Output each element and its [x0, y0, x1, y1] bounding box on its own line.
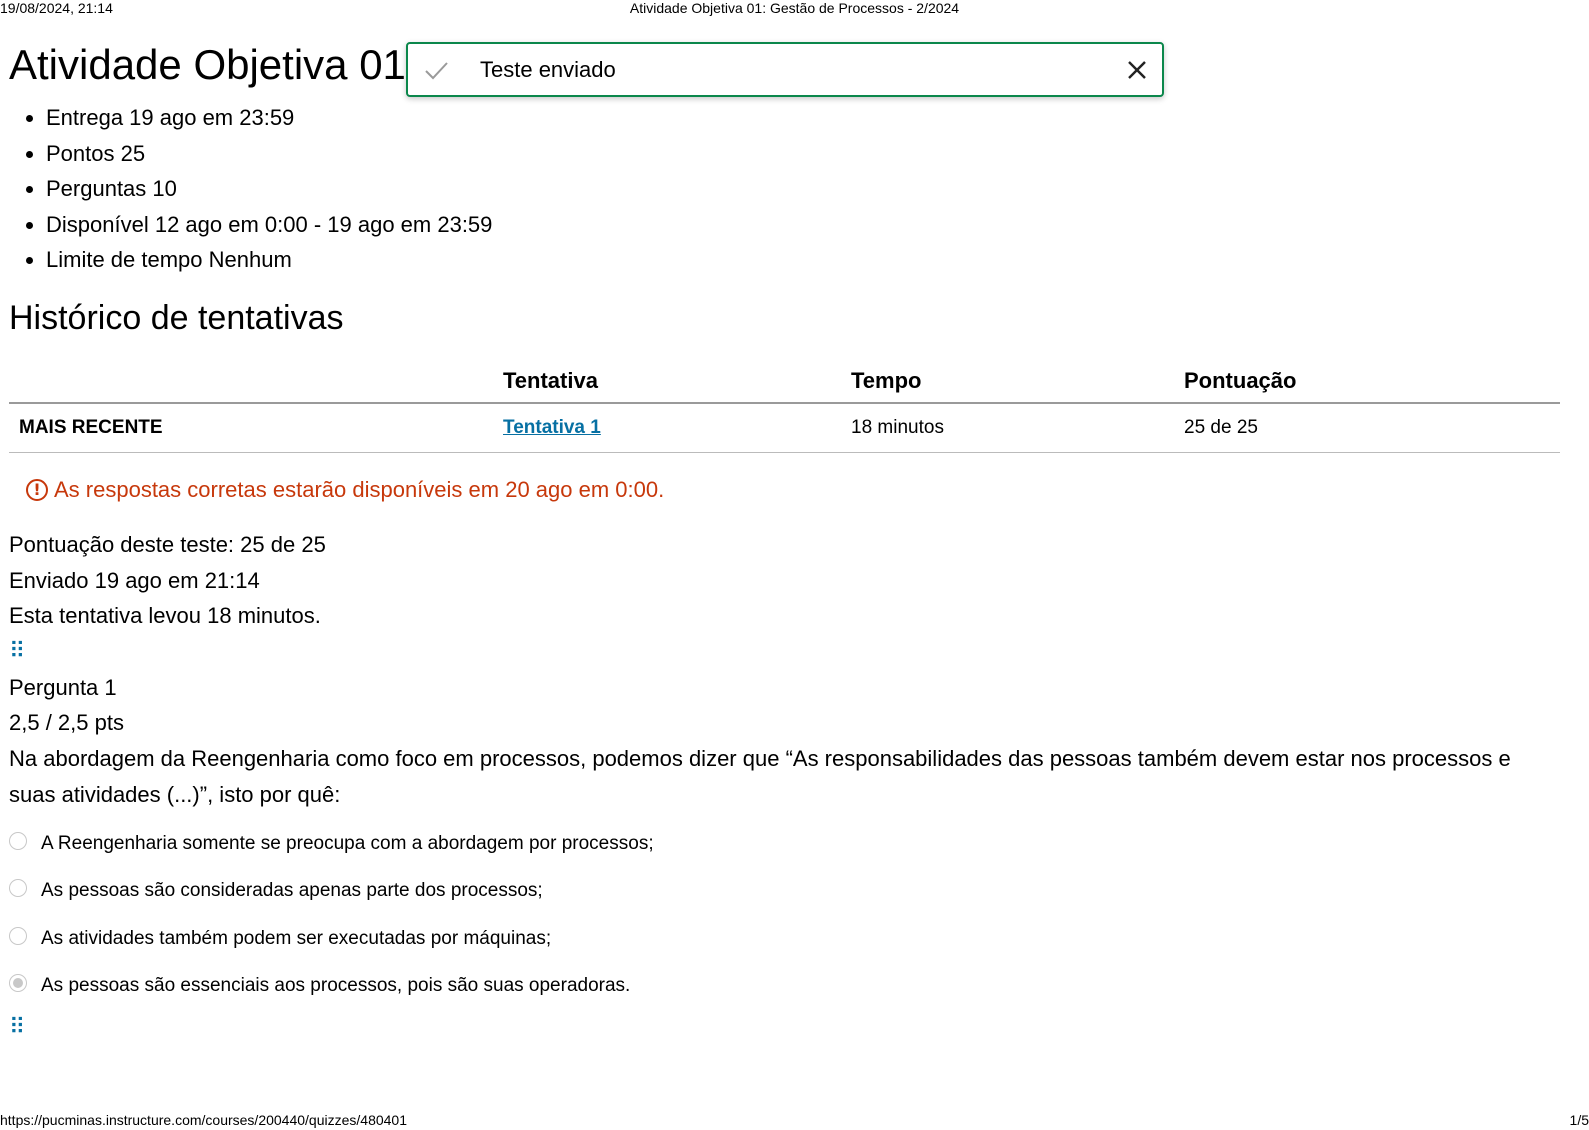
attempt-score: 25 de 25	[1184, 403, 1560, 453]
answer-radio[interactable]	[9, 927, 27, 945]
answer-list	[9, 820, 1579, 1010]
answer-text: As pessoas são consideradas apenas parte dos processos;	[41, 880, 543, 902]
attempt-summary	[9, 527, 1579, 634]
column-header-label	[9, 360, 503, 403]
print-header	[0, 0, 1589, 18]
attempt-time: 18 minutos	[851, 403, 1184, 453]
drag-handle-icon[interactable]: ⠿	[9, 1015, 23, 1041]
print-page-number: 1/5	[1569, 1112, 1589, 1128]
summary-score: Pontuação deste teste: 25 de 25	[9, 531, 326, 557]
attempt-link[interactable]: Tentativa 1	[503, 416, 601, 438]
detail-points: • Pontos 25	[46, 136, 1579, 172]
notice-text: As respostas corretas estarão disponíveis em 20 ago em 0:00.	[54, 476, 665, 502]
question-1	[9, 670, 1579, 1010]
summary-duration: Esta tentativa levou 18 minutos.	[9, 603, 321, 629]
detail-time-limit: • Limite de tempo Nenhum	[46, 242, 1579, 278]
print-datetime: 19/08/2024, 21:14	[0, 0, 113, 16]
detail-questions: • Perguntas 10	[46, 171, 1579, 207]
question-points: 2,5 / 2,5 pts	[9, 710, 124, 736]
drag-handle-icon[interactable]: ⠿	[9, 638, 23, 664]
summary-submitted: Enviado 19 ago em 21:14	[9, 567, 260, 593]
attempt-history-table	[9, 360, 1560, 453]
answer-text: As pessoas são essenciais aos processos, pois são suas operadoras.	[41, 975, 631, 997]
quiz-title: Atividade Objetiva 01	[9, 41, 406, 88]
print-page-title: Atividade Objetiva 01: Gestão de Processos - 2/2024	[629, 0, 960, 16]
question-text: Na abordagem da Reengenharia como foco em processos, podemos dizer que “As responsabilidades das pessoas também devem estar nos processos e suas atividades (...)”, isto por quê:	[9, 745, 1511, 807]
answer-text: A Reengenharia somente se preocupa com a abordagem por processos;	[41, 832, 654, 854]
quiz-details-list	[9, 100, 1579, 278]
answer-text: As atividades também podem ser executadas por máquinas;	[41, 927, 552, 949]
answers-availability-notice	[26, 475, 1579, 505]
table-header-row	[9, 360, 1560, 403]
close-icon[interactable]	[1126, 59, 1148, 81]
table-row	[9, 403, 1560, 453]
column-header-attempt: Tentativa	[503, 360, 851, 403]
quiz-content	[9, 40, 1579, 1046]
answer-radio-selected[interactable]	[9, 974, 27, 992]
alert-circle-icon: !	[26, 479, 48, 501]
attempt-history-title: Histórico de tentativas	[9, 298, 344, 337]
detail-available: • Disponível 12 ago em 0:00 - 19 ago em 23:59	[46, 207, 1579, 243]
answer-option[interactable]	[9, 868, 1579, 916]
check-icon	[422, 55, 450, 85]
submission-toast	[406, 42, 1164, 97]
most-recent-label: MAIS RECENTE	[19, 416, 163, 438]
answer-option[interactable]	[9, 963, 1579, 1011]
answer-radio[interactable]	[9, 879, 27, 897]
print-url: https://pucminas.instructure.com/courses/200440/quizzes/480401	[0, 1112, 408, 1128]
toast-message: Teste enviado	[480, 57, 616, 82]
answer-option[interactable]	[9, 915, 1579, 963]
detail-due: • Entrega 19 ago em 23:59	[46, 100, 1579, 136]
column-header-time: Tempo	[851, 360, 1184, 403]
answer-radio[interactable]	[9, 832, 27, 850]
column-header-score: Pontuação	[1184, 360, 1560, 403]
answer-option[interactable]	[9, 820, 1579, 868]
question-title: Pergunta 1	[9, 674, 117, 700]
